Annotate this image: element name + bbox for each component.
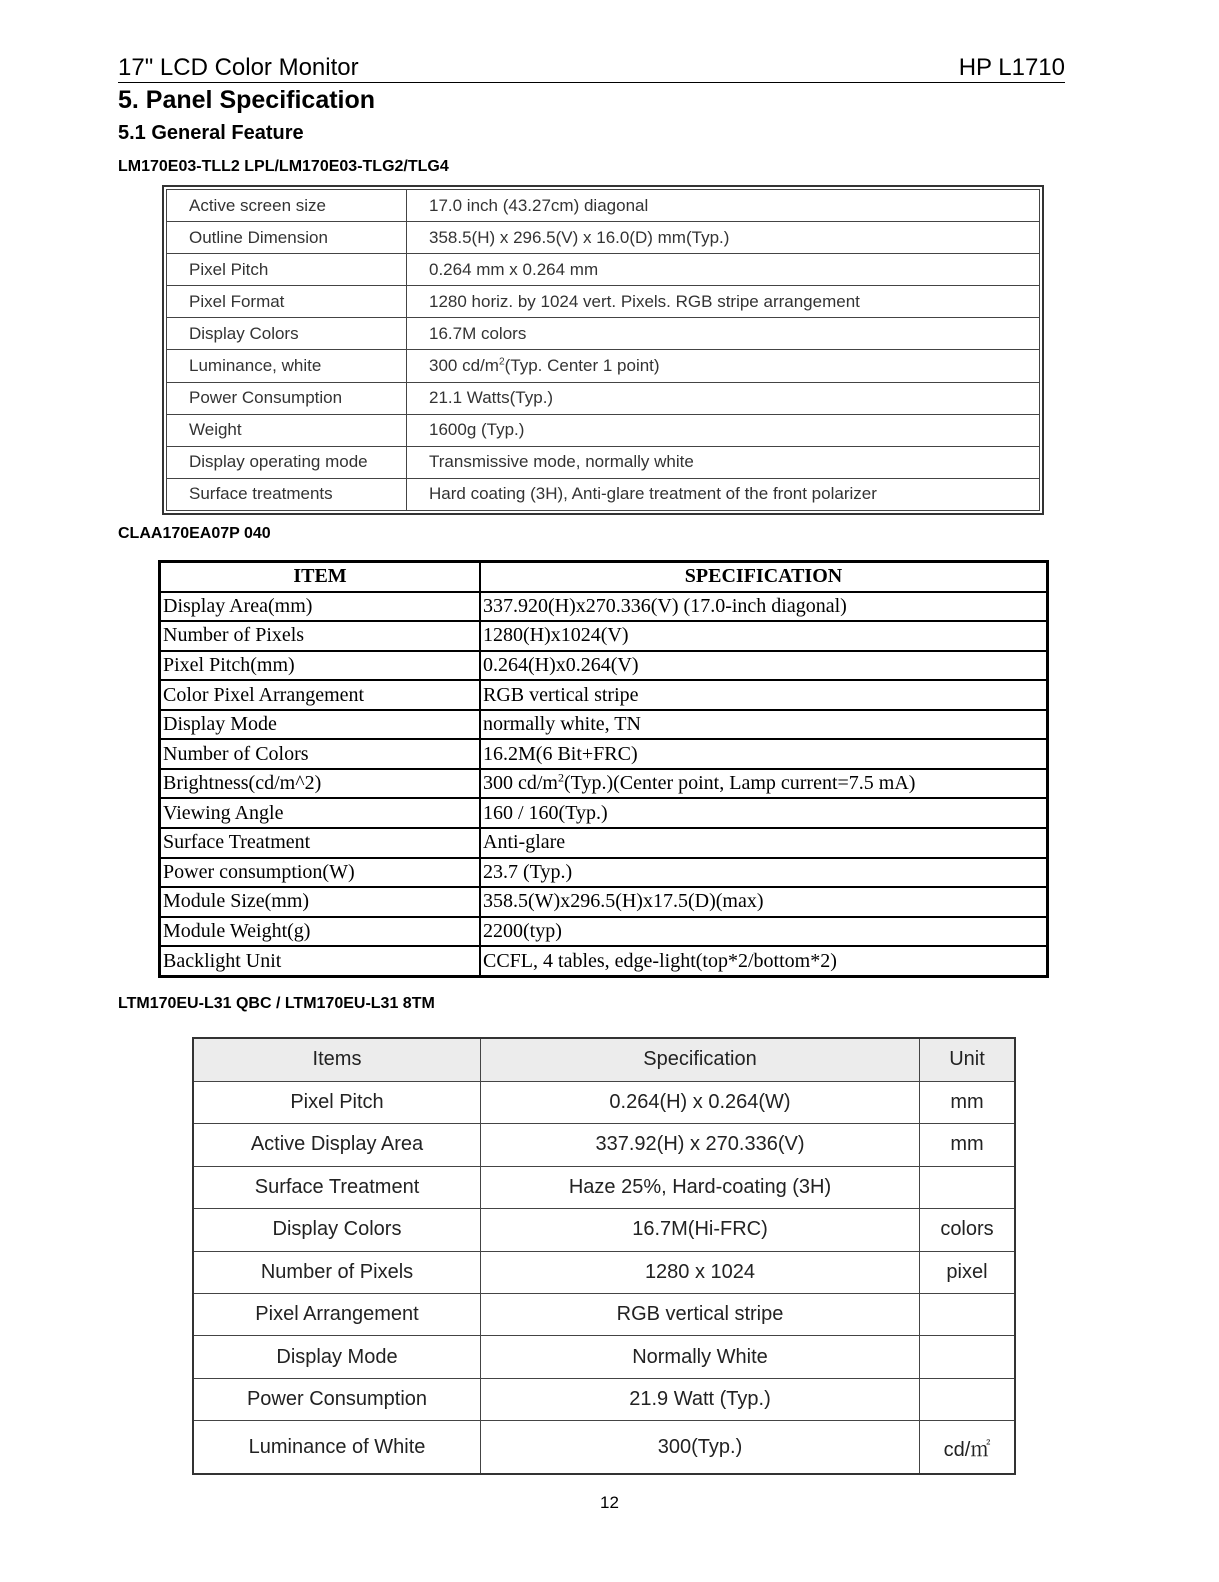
spec-item: Outline Dimension: [167, 222, 407, 254]
spec-item: Backlight Unit: [160, 946, 481, 976]
spec-item: Module Size(mm): [160, 887, 481, 917]
spec-value: 16.7M(Hi-FRC): [481, 1209, 920, 1251]
spec-value: 337.92(H) x 270.336(V): [481, 1124, 920, 1166]
table-row: [167, 222, 1040, 254]
table-row: [193, 1421, 1015, 1474]
spec-value: 0.264(H)x0.264(V): [480, 651, 1048, 681]
panel1-label: LM170E03-TLL2 LPL/LM170E03-TLG2/TLG4: [118, 158, 449, 175]
column-header-items: Items: [193, 1038, 481, 1081]
table-row: [160, 739, 1048, 769]
column-header-unit: Unit: [920, 1038, 1016, 1081]
table-row: [160, 858, 1048, 888]
table-row: [160, 710, 1048, 740]
spec-item: Pixel Format: [167, 286, 407, 318]
page-header: [118, 52, 1065, 83]
spec-item: Luminance, white: [167, 350, 407, 382]
spec-value: 2200(typ): [480, 917, 1048, 947]
subsection-title: 5.1 General Feature: [118, 122, 304, 144]
spec-value: 0.264 mm x 0.264 mm: [407, 254, 1040, 286]
spec-value: 358.5(H) x 296.5(V) x 16.0(D) mm(Typ.): [407, 222, 1040, 254]
spec-item: Pixel Arrangement: [193, 1294, 481, 1336]
spec-item: Active Display Area: [193, 1124, 481, 1166]
spec-unit: colors: [920, 1209, 1016, 1251]
spec-value: normally white, TN: [480, 710, 1048, 740]
table-row: [193, 1124, 1015, 1166]
table-row: [160, 680, 1048, 710]
table-row: [193, 1251, 1015, 1293]
table-row: [193, 1336, 1015, 1378]
brightness-note: (Typ.)(Center point, Lamp current=7.5 mA): [564, 772, 916, 795]
column-header-specification: SPECIFICATION: [480, 562, 1048, 592]
table-row: [167, 350, 1040, 382]
spec-value: 1280 horiz. by 1024 vert. Pixels. RGB stripe arrangement: [407, 286, 1040, 318]
spec-unit: [920, 1294, 1016, 1336]
model-name: HP L1710: [958, 54, 1065, 81]
spec-item: Pixel Pitch: [167, 254, 407, 286]
spec-value: [407, 350, 1040, 382]
column-header-specification: Specification: [481, 1038, 920, 1081]
table-row: [167, 190, 1040, 222]
spec-value: 16.7M colors: [407, 318, 1040, 350]
table-row: [160, 769, 1048, 799]
spec-item: Color Pixel Arrangement: [160, 680, 481, 710]
spec-item: Display Area(mm): [160, 592, 481, 622]
luminance-note: (Typ. Center 1 point): [504, 356, 660, 376]
spec-value: Anti-glare: [480, 828, 1048, 858]
spec-item: Number of Pixels: [160, 621, 481, 651]
spec-value: Hard coating (3H), Anti-glare treatment of the front polarizer: [407, 478, 1040, 510]
table-row: [193, 1081, 1015, 1123]
brightness-value: 300 cd/m: [483, 772, 558, 795]
table-row: [160, 887, 1048, 917]
panel2-spec-table: [158, 560, 1049, 978]
spec-value: [480, 769, 1048, 799]
panel3-spec-table: [192, 1037, 1016, 1475]
table-row: [160, 798, 1048, 828]
spec-value: CCFL, 4 tables, edge-light(top*2/bottom*2): [480, 946, 1048, 976]
spec-item: Display Colors: [167, 318, 407, 350]
spec-unit: [920, 1378, 1016, 1420]
spec-value: RGB vertical stripe: [480, 680, 1048, 710]
spec-item: Display Mode: [160, 710, 481, 740]
table-row: [193, 1294, 1015, 1336]
spec-item: Display operating mode: [167, 446, 407, 478]
spec-item: Surface Treatment: [160, 828, 481, 858]
spec-item: Pixel Pitch(mm): [160, 651, 481, 681]
spec-value: 16.2M(6 Bit+FRC): [480, 739, 1048, 769]
document-title: 17" LCD Color Monitor: [118, 54, 359, 81]
panel1-spec-table: [166, 189, 1040, 511]
spec-unit: mm: [920, 1124, 1016, 1166]
table-row: [160, 651, 1048, 681]
spec-value: 337.920(H)x270.336(V) (17.0-inch diagonal): [480, 592, 1048, 622]
superscript: 2: [498, 356, 505, 368]
table-row: [193, 1166, 1015, 1208]
spec-value: Normally White: [481, 1336, 920, 1378]
spec-item: Number of Colors: [160, 739, 481, 769]
luminance-value: 300 cd/m: [429, 356, 499, 376]
spec-value: 21.9 Watt (Typ.): [481, 1378, 920, 1420]
spec-value: 1600g (Typ.): [407, 414, 1040, 446]
panel1-table-frame: [162, 185, 1044, 515]
spec-value: 17.0 inch (43.27cm) diagonal: [407, 190, 1040, 222]
spec-item: Viewing Angle: [160, 798, 481, 828]
table-row: [160, 621, 1048, 651]
spec-item: Surface treatments: [167, 478, 407, 510]
spec-item: Luminance of White: [193, 1421, 481, 1474]
superscript: 2: [558, 770, 564, 785]
spec-value: 23.7 (Typ.): [480, 858, 1048, 888]
table-header-row: [193, 1038, 1015, 1081]
table-row: [167, 318, 1040, 350]
spec-item: Pixel Pitch: [193, 1081, 481, 1123]
spec-value: 0.264(H) x 0.264(W): [481, 1081, 920, 1123]
spec-item: Power consumption(W): [160, 858, 481, 888]
spec-item: Display Mode: [193, 1336, 481, 1378]
spec-item: Power Consumption: [167, 382, 407, 414]
spec-value: Transmissive mode, normally white: [407, 446, 1040, 478]
spec-item: Power Consumption: [193, 1378, 481, 1420]
spec-item: Module Weight(g): [160, 917, 481, 947]
spec-item: Number of Pixels: [193, 1251, 481, 1293]
table-row: [193, 1378, 1015, 1420]
table-row: [167, 414, 1040, 446]
table-row: [167, 286, 1040, 318]
table-row: [160, 917, 1048, 947]
spec-value: 1280 x 1024: [481, 1251, 920, 1293]
panel2-label: CLAA170EA07P 040: [118, 525, 271, 542]
spec-unit: cd/㎡: [920, 1421, 1016, 1474]
page-number: 12: [600, 1493, 619, 1512]
spec-value: 300(Typ.): [481, 1421, 920, 1474]
spec-value: 358.5(W)x296.5(H)x17.5(D)(max): [480, 887, 1048, 917]
table-row: [160, 592, 1048, 622]
table-row: [167, 478, 1040, 510]
spec-value: 160 / 160(Typ.): [480, 798, 1048, 828]
spec-item: Active screen size: [167, 190, 407, 222]
table-row: [160, 946, 1048, 976]
spec-item: Brightness(cd/m^2): [160, 769, 481, 799]
table-row: [167, 254, 1040, 286]
spec-unit: pixel: [920, 1251, 1016, 1293]
section-title: 5. Panel Specification: [118, 86, 376, 114]
table-header-row: [160, 562, 1048, 592]
spec-item: Weight: [167, 414, 407, 446]
spec-unit: [920, 1166, 1016, 1208]
spec-value: 21.1 Watts(Typ.): [407, 382, 1040, 414]
table-row: [167, 382, 1040, 414]
spec-item: Surface Treatment: [193, 1166, 481, 1208]
spec-unit: [920, 1336, 1016, 1378]
spec-value: 1280(H)x1024(V): [480, 621, 1048, 651]
table-row: [160, 828, 1048, 858]
table-row: [167, 446, 1040, 478]
panel3-label: LTM170EU-L31 QBC / LTM170EU-L31 8TM: [118, 995, 435, 1012]
spec-value: RGB vertical stripe: [481, 1294, 920, 1336]
column-header-item: ITEM: [160, 562, 481, 592]
spec-unit: mm: [920, 1081, 1016, 1123]
table-row: [193, 1209, 1015, 1251]
spec-value: Haze 25%, Hard-coating (3H): [481, 1166, 920, 1208]
spec-item: Display Colors: [193, 1209, 481, 1251]
